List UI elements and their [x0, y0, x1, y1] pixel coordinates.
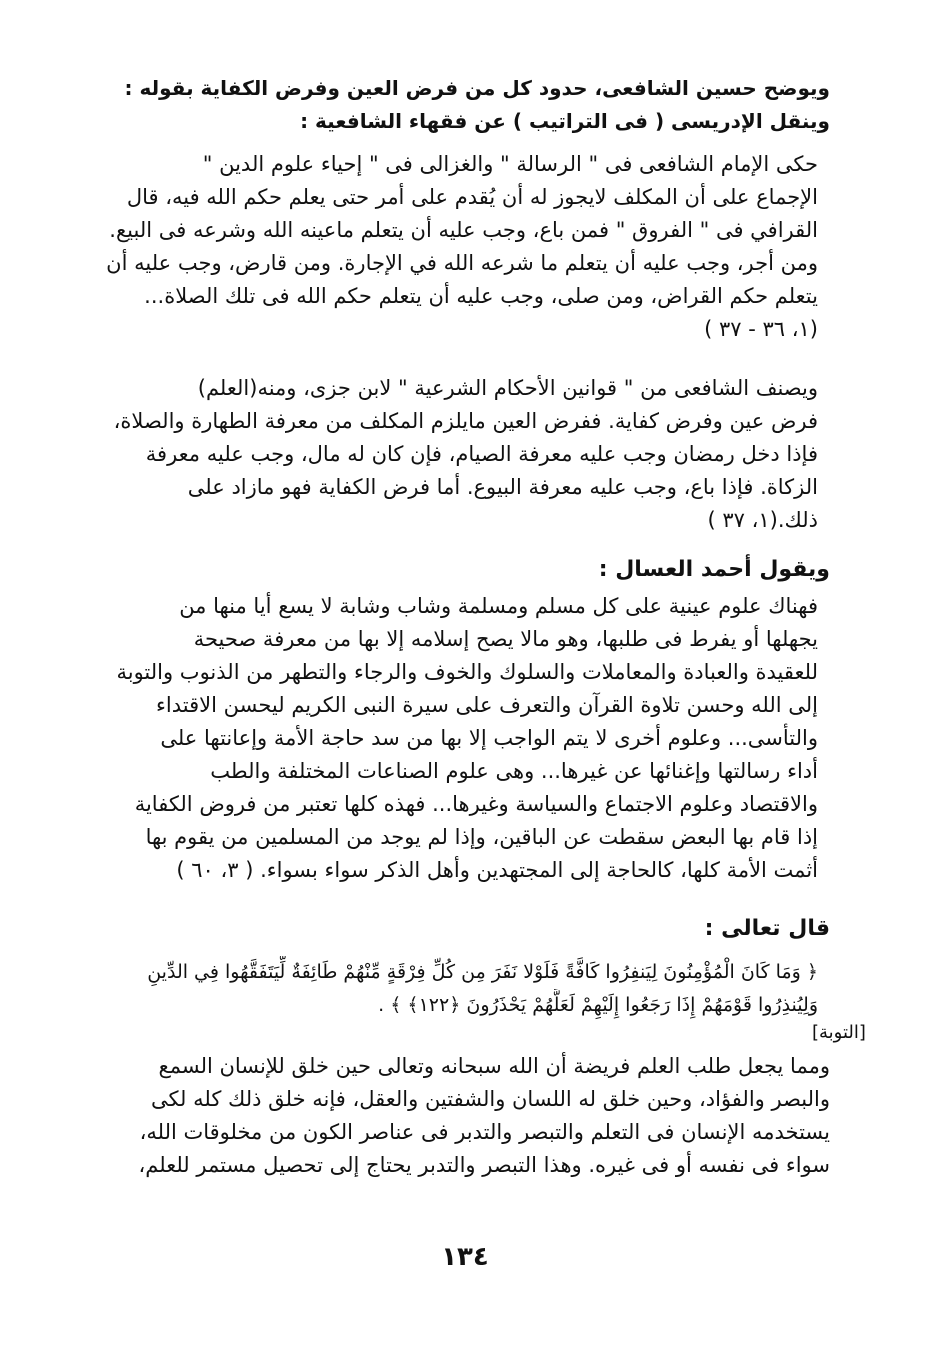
surah-reference: [التوبة] [812, 1022, 866, 1043]
citation: (١، ٣٦ - ٣٧ ) [704, 317, 818, 341]
quote-line: حكى الإمام الشافعى فى " الرسالة " والغزالى فى " إحياء علوم الدين " [202, 152, 818, 176]
quote-line: والاقتصاد وعلوم الاجتماع والسياسة وغيرها... فهذه كلها تعتبر من فروض الكفاية [134, 792, 818, 816]
quran-line: وَلِيُنذِرُوا قَوْمَهُمْ إِذَا رَجَعُوا إِلَيْهِمْ لَعَلَّهُمْ يَحْذَرُونَ ﴿١٢٢﴾ ﴾ . [378, 994, 818, 1016]
quote-line: إلى الله وحسن تلاوة القرآن والتعرف على سيرة النبى الكريم ليحسن الاقتداء [156, 693, 818, 717]
quote-line: القرافي فى " الفروق " فمن باع، وجب عليه أن يتعلم ماعينه الله وشرعه فى البيع. [109, 218, 818, 242]
paragraph-line: والبصر والفؤاد، وحين خلق له اللسان والشفتين والعقل، فإنه خلق ذلك كله لكى [150, 1087, 830, 1111]
quote-line: ويصنف الشافعى من " قوانين الأحكام الشرعية " لابن جزى، ومنه(العلم) [197, 376, 818, 400]
quote-line: يتعلم حكم القراض، ومن صلى، وجب عليه أن يتعلم حكم الله فى تلك الصلاة... [144, 284, 818, 308]
section-heading: ويقول أحمد العسال : [598, 557, 830, 582]
quote-line: فهناك علوم عينية على كل مسلم ومسلمة وشاب وشابة لا يسع أيا منها من [179, 594, 818, 618]
intro-line: ويوضح حسين الشافعى، حدود كل من فرض العين وفرض الكفاية بقوله : [124, 76, 830, 100]
intro-line: وينقل الإدريسى ( فى التراتيب ) عن فقهاء الشافعية : [300, 109, 830, 133]
paragraph-line: سواء فى نفسه أو فى غيره. وهذا التبصر والتدبر يحتاج إلى تحصيل مستمر للعلم، [138, 1153, 830, 1177]
quote-line: فإذا دخل رمضان وجب عليه معرفة الصيام، فإن كان له مال، وجب عليه معرفة [145, 442, 818, 466]
paragraph-line: ومما يجعل طلب العلم فريضة أن الله سبحانه وتعالى حين خلق للإنسان السمع [158, 1054, 830, 1078]
quote-line: للعقيدة والعبادة والمعاملات والسلوك والخوف والرجاء والتطهر من الذنوب والتوبة [116, 660, 818, 684]
quote-line: الزكاة. فإذا باع، وجب عليه معرفة البيوع. أما فرض الكفاية فهو مازاد على [187, 475, 818, 499]
heading-assal [80, 553, 830, 586]
paragraph-line: يستخدمه الإنسان فى التعلم والتبصر والتدبر فى عناصر الكون من مخلوقات الله، [139, 1120, 830, 1144]
quran-line: ﴿ وَمَا كَانَ الْمُؤْمِنُونَ لِيَنفِرُوا كَافَّةً فَلَوْلا نَفَرَ مِن كُلِّ فِرْقَةٍ مِّنْهُمْ طَائِفَةٌ لِّيَتَفَقَّهُوا فِي الدِّينِ [147, 961, 818, 983]
quote-line: ذلك.(١، ٣٧ ) [707, 508, 818, 532]
page-number: ١٣٤ [441, 1242, 489, 1272]
quote-line: إذا قام بها البعض سقطت عن الباقين، وإذا لم يوجد من المسلمين من يقوم بها [145, 825, 818, 849]
quote-assal-block [80, 590, 818, 887]
closing-paragraph [80, 1050, 830, 1182]
quote-shafii-block [80, 148, 818, 346]
quote-line: الإجماع على أن المكلف لايجوز له أن يُقدم على أمر حتى يعلم حكم الله فيه، قال [126, 185, 818, 209]
quote-line: ومن أجر، وجب عليه أن يتعلم ما شرعه الله في الإجارة. ومن قارض، وجب عليه أن [106, 251, 818, 275]
heading-qala [80, 912, 830, 945]
quote-ibn-juzay-block [80, 372, 818, 537]
quote-line: يجهلها أو يفرط فى طلبها، وهو مالا يصح إسلامه إلا بها من معرفة صحيحة [193, 627, 818, 651]
quran-verse-block [80, 956, 818, 1022]
quote-line: أداء رسالتها وإغنائها عن غيرها... وهى علوم الصناعات المختلفة والطب [210, 759, 818, 783]
quote-line: أثمت الأمة كلها، كالحاجة إلى المجتهدين وأهل الذكر سواء بسواء. ( ٣، ٦٠ ) [176, 858, 818, 882]
quote-line: والتأسى... وعلوم أخرى لا يتم الواجب إلا بها من سد حاجة الأمة وإعانتها على [160, 726, 818, 750]
quote-line: فرض عين وفرض كفاية. ففرض العين مايلزم المكلف من معرفة الطهارة والصلاة، [113, 409, 818, 433]
intro-block [80, 72, 830, 138]
section-heading: قال تعالى : [704, 916, 830, 941]
